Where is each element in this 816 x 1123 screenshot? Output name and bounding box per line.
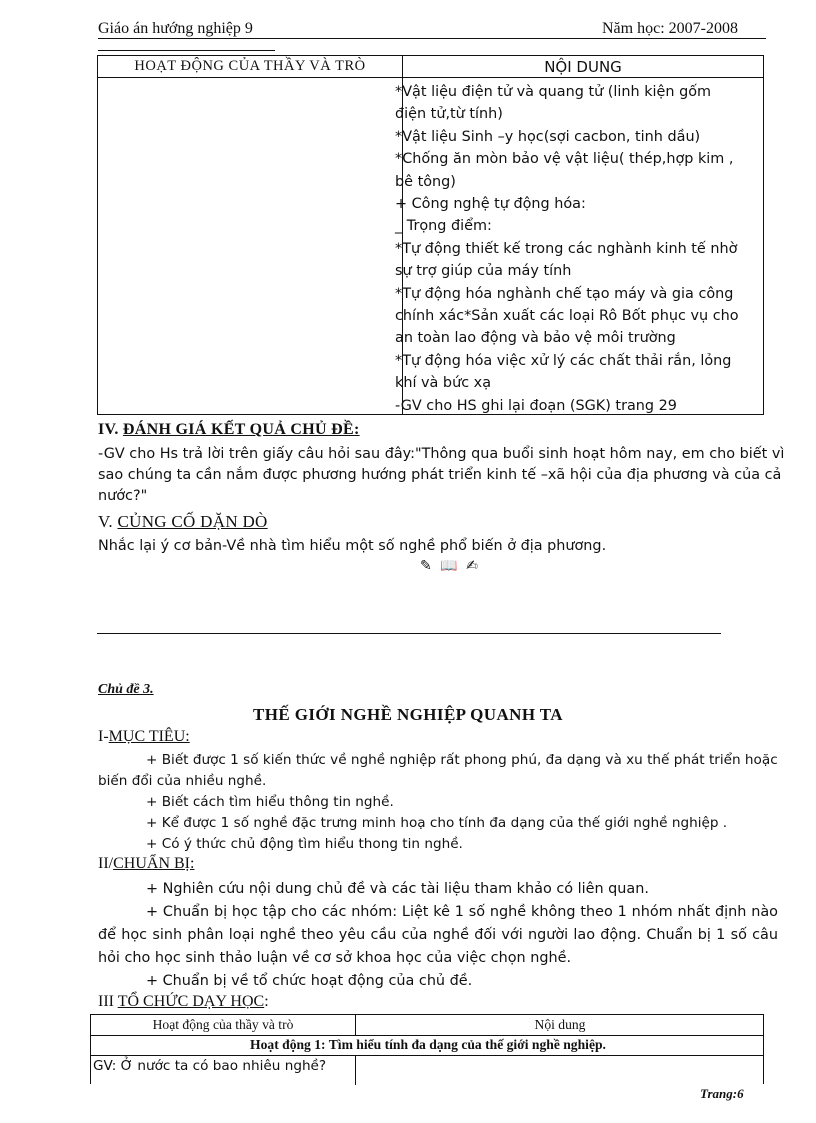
section-4-number: IV. bbox=[98, 421, 123, 438]
content-line: an toàn lao động và bảo vệ môi trường bbox=[395, 330, 676, 347]
activity-title: Hoạt động 1: Tìm hiểu tính đa dạng của thế giới nghề nghiệp. bbox=[250, 1037, 606, 1052]
section-5-number: V. bbox=[98, 512, 118, 531]
content-line: *Tự động thiết kế trong các nghành kinh tế nhờ bbox=[395, 240, 738, 257]
list-item: + Biết cách tìm hiểu thông tin nghề. bbox=[146, 794, 394, 810]
content-line: điện tử,từ tính) bbox=[395, 106, 503, 123]
content-line: *Chống ăn mòn bảo vệ vật liệu( thép,hợp kim , bbox=[395, 151, 734, 168]
table-content-cell bbox=[395, 81, 757, 417]
table-header-rule bbox=[98, 77, 763, 78]
list-item: + Chuẩn bị về tổ chức hoạt động của chủ đề. bbox=[146, 973, 473, 989]
content-line: sự trợ giúp của máy tính bbox=[395, 263, 572, 280]
content-line: *Vật liệu Sinh –y học(sợi cacbon, tinh dầu) bbox=[395, 128, 701, 145]
content-line: _ Trọng điểm: bbox=[395, 218, 492, 235]
list-item: + Có ý thức chủ động tìm hiểu thong tin nghề. bbox=[146, 836, 463, 852]
teacher-question: GV: Ở nước ta có bao nhiêu nghề? bbox=[93, 1058, 327, 1074]
teaching-colon: : bbox=[264, 993, 269, 1010]
section-4-title: ĐÁNH GIÁ KẾT QUẢ CHỦ ĐỀ: bbox=[122, 421, 360, 438]
list-item: + Kể được 1 số nghề đặc trưng minh hoạ cho tính đa dạng của thế giới nghề nghiệp . bbox=[146, 815, 728, 831]
activity-table bbox=[90, 1014, 764, 1084]
content-line: chính xác*Sản xuất các loại Rô Bốt phục vụ cho bbox=[395, 308, 739, 325]
list-item: + Chuẩn bị học tập cho các nhóm: Liệt kê 1 số nghề không theo 1 nhóm nhất định nào để học sinh phân loại nghề theo yêu cầu của nghề đối với người lao động. Chuẩn bị 1 số câu hỏi cho học sinh thảo luận về cơ sở khoa học của việc chọn nghề. bbox=[98, 904, 778, 966]
objectives-heading bbox=[98, 728, 190, 746]
objectives-title: MỤC TIÊU: bbox=[108, 728, 190, 745]
preparation-heading bbox=[98, 855, 194, 873]
book-ornament-icon: ✎ 📖 ✍ bbox=[420, 558, 480, 574]
teaching-heading bbox=[98, 993, 269, 1011]
section-5-title: CỦNG CỐ DẶN DÒ bbox=[117, 512, 268, 531]
preparation-list bbox=[98, 878, 778, 993]
content-table bbox=[97, 55, 764, 415]
objectives-list bbox=[98, 750, 778, 855]
content-line: bê tông) bbox=[395, 173, 456, 190]
table-header-activity: Hoạt động của thầy và trò bbox=[152, 1017, 294, 1032]
table-row-rule bbox=[91, 1055, 763, 1056]
table-header-content: NỘI DUNG bbox=[544, 58, 622, 76]
content-line: -GV cho HS ghi lại đoạn (SGK) trang 29 bbox=[395, 397, 677, 414]
list-item: biến đổi của nhiều nghề. bbox=[98, 773, 267, 789]
section-5-heading bbox=[98, 512, 268, 532]
table-header-content: Nội dung bbox=[534, 1017, 586, 1032]
list-item: + Biết được 1 số kiến thức về nghề nghiệp rất phong phú, đa dạng và xu thế phát triển hoặc bbox=[146, 752, 778, 768]
header-rule bbox=[98, 38, 766, 39]
table-divider bbox=[355, 1055, 356, 1085]
section-5-text: Nhắc lại ý cơ bản-Về nhà tìm hiểu một số nghề phổ biến ở địa phương. bbox=[98, 538, 607, 554]
topic-label: Chủ đề 3. bbox=[98, 682, 154, 697]
header-left: Giáo án hướng nghiệp 9 bbox=[98, 20, 253, 37]
content-line: *Tự động hóa việc xử lý các chất thải rắn, lỏng bbox=[395, 352, 732, 369]
teaching-number: III bbox=[98, 993, 118, 1010]
page-number: Trang:6 bbox=[700, 1086, 744, 1101]
teaching-title: TỔ CHỨC DẠY HỌC bbox=[117, 993, 265, 1010]
content-line: *Vật liệu điện tử và quang tử (linh kiện gốm bbox=[395, 84, 712, 100]
header-right: Năm học: 2007-2008 bbox=[602, 20, 738, 37]
content-line: *Tự động hóa nghành chế tạo máy và gia công bbox=[395, 285, 734, 302]
preparation-title: CHUẨN BỊ: bbox=[113, 855, 195, 872]
objectives-number: I- bbox=[98, 728, 109, 745]
topic-title: THẾ GIỚI NGHỀ NGHIỆP QUANH TA bbox=[253, 705, 563, 724]
table-header-rule bbox=[91, 1035, 763, 1036]
content-line: + Công nghệ tự động hóa: bbox=[395, 196, 586, 213]
section-4-text: -GV cho Hs trả lời trên giấy câu hỏi sau đây:"Thông qua buổi sinh hoạt hôm nay, em cho biết vì sao chúng ta cần nắm được phương hướng phát triển kinh tế –xã hội của địa phương và của cả nước?" bbox=[98, 446, 785, 504]
section-divider bbox=[97, 633, 721, 634]
list-item: + Nghiên cứu nội dung chủ đề và các tài liệu tham khảo có liên quan. bbox=[146, 881, 649, 897]
preparation-number: II/ bbox=[98, 855, 114, 872]
header-subrule bbox=[98, 50, 275, 51]
table-header-activity: HOẠT ĐỘNG CỦA THẦY VÀ TRÒ bbox=[134, 58, 366, 74]
content-line: khí và bức xạ bbox=[395, 375, 492, 392]
section-4-heading bbox=[98, 421, 360, 439]
